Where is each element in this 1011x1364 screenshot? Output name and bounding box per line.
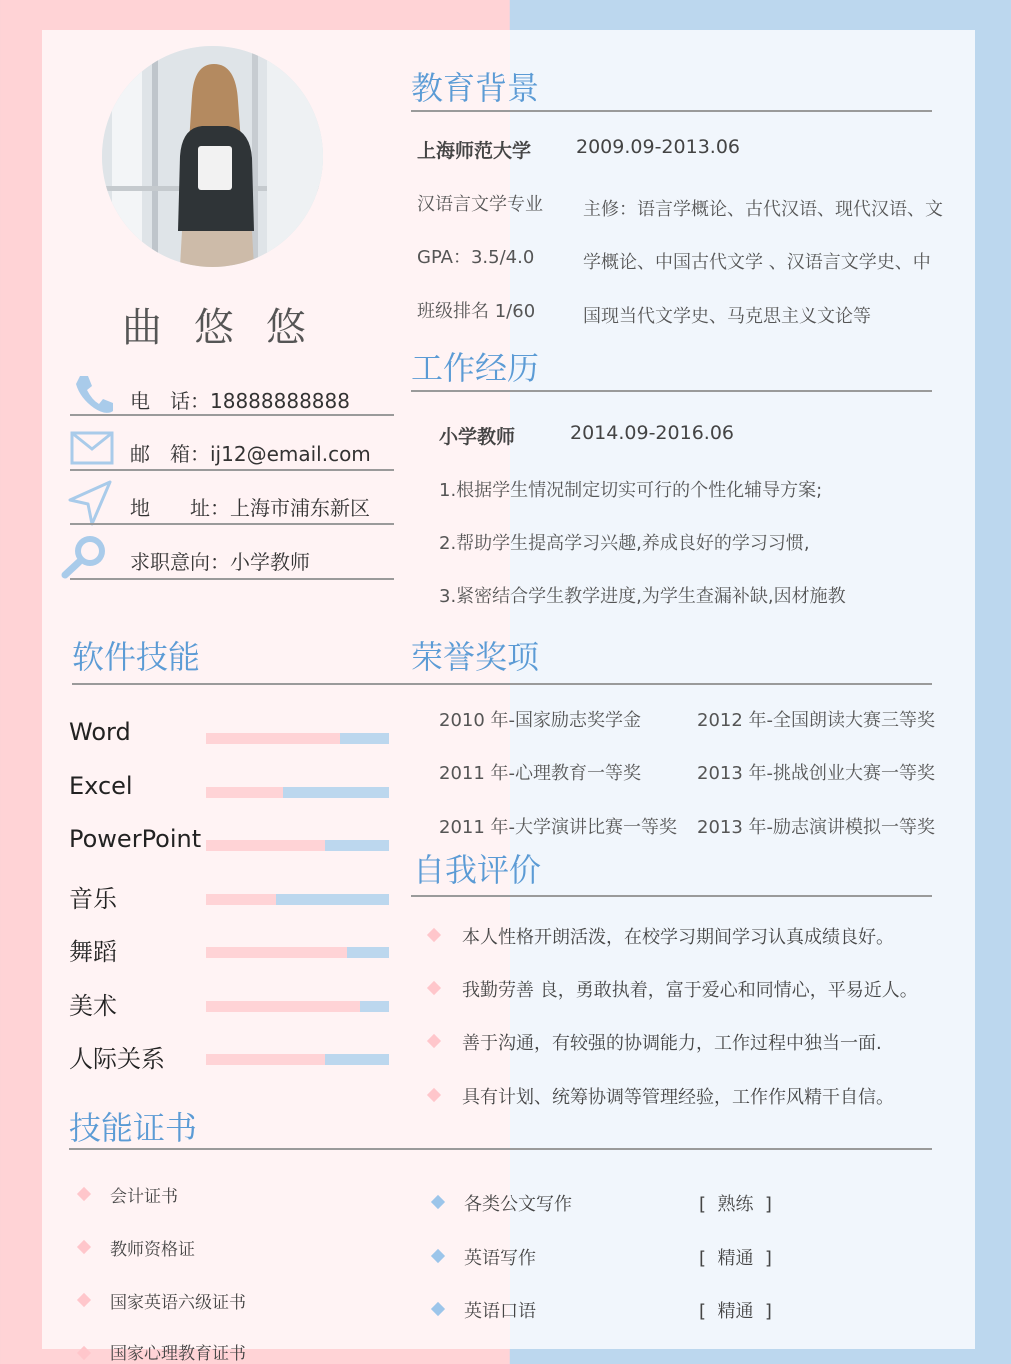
skill-name: Excel <box>69 771 133 800</box>
section-title-certificates: 技能证书 <box>69 1109 198 1147</box>
bullet-diamond-icon <box>431 1249 445 1263</box>
skill-name: PowerPoint <box>69 825 202 853</box>
divider <box>411 390 932 392</box>
bullet-diamond-icon <box>77 1187 91 1201</box>
phone-value: 18888888888 <box>210 389 350 413</box>
resume-page <box>42 30 975 1364</box>
divider <box>70 469 394 471</box>
divider <box>69 1148 932 1150</box>
bullet-diamond-icon <box>431 1302 445 1316</box>
award-item: 2012 年-全国朗读大赛三等奖 <box>697 710 936 731</box>
phone-label: 电 话： <box>130 389 210 413</box>
award-item: 2010 年-国家励志奖学金 <box>439 710 642 731</box>
bullet-diamond-icon <box>427 928 441 942</box>
skill-level-bar <box>206 1001 389 1012</box>
education-major: 汉语言文学专业 <box>417 194 543 215</box>
ability-level: [ 熟练 ] <box>699 1194 772 1215</box>
skill-level-fill <box>206 733 340 744</box>
skill-name: 美术 <box>69 991 117 1020</box>
skill-level-bar <box>206 840 389 851</box>
education-courses-line: 主修：语言学概论、古代汉语、现代汉语、文 <box>583 199 943 220</box>
skill-level-bar <box>206 947 389 958</box>
contact-email <box>130 438 371 467</box>
skill-level-fill <box>206 894 276 905</box>
skill-name: 人际关系 <box>69 1045 165 1073</box>
divider <box>70 523 394 525</box>
skill-name: 音乐 <box>69 884 117 913</box>
objective-value: 小学教师 <box>230 550 310 574</box>
education-courses-line: 国现当代文学史、马克思主义文论等 <box>583 306 871 327</box>
section-title-awards: 荣誉奖项 <box>411 638 540 676</box>
self-eval-item: 本人性格开朗活泼，在校学习期间学习认真成绩良好。 <box>462 927 894 948</box>
bullet-diamond-icon <box>431 1195 445 1209</box>
certificate-item: 教师资格证 <box>110 1240 195 1260</box>
certificate-item: 会计证书 <box>110 1187 178 1207</box>
bullet-diamond-icon <box>427 1034 441 1048</box>
divider <box>411 895 932 897</box>
address-label: 地 址： <box>130 496 230 520</box>
award-item: 2013 年-挑战创业大赛一等奖 <box>697 763 936 784</box>
contact-phone <box>130 385 350 414</box>
candidate-name: 曲悠悠 <box>122 305 338 351</box>
self-eval-item: 我勤劳善 良，勇敢执着，富于爱心和同情心，平易近人。 <box>462 980 918 1001</box>
section-title-self-evaluation: 自我评价 <box>413 851 542 889</box>
email-label: 邮 箱： <box>130 442 210 466</box>
skill-level-bar <box>206 894 389 905</box>
mail-icon <box>70 431 114 469</box>
ability-name: 英语写作 <box>464 1248 536 1269</box>
self-eval-item: 具有计划、统筹协调等管理经验，工作作风精干自信。 <box>462 1087 894 1108</box>
work-duty: 3.紧密结合学生教学进度,为学生查漏补缺,因材施教 <box>439 586 846 607</box>
job-title: 小学教师 <box>439 426 516 448</box>
skill-level-fill <box>206 1054 325 1065</box>
divider <box>70 414 394 416</box>
skill-level-fill <box>206 1001 360 1012</box>
profile-photo <box>102 46 323 267</box>
award-item: 2011 年-心理教育一等奖 <box>439 763 642 784</box>
ability-level: [ 精通 ] <box>699 1301 772 1322</box>
school-name: 上海师范大学 <box>417 140 532 162</box>
skill-name: Word <box>69 718 131 746</box>
divider <box>411 110 932 112</box>
skill-name: 舞蹈 <box>69 938 117 966</box>
skill-level-fill <box>206 840 325 851</box>
education-period: 2009.09-2013.06 <box>576 136 740 158</box>
contact-address <box>130 492 370 521</box>
divider <box>72 683 932 685</box>
work-duty: 1.根据学生情况制定切实可行的个性化辅导方案; <box>439 480 823 501</box>
bullet-diamond-icon <box>77 1346 91 1360</box>
section-title-education: 教育背景 <box>411 69 540 107</box>
section-title-work: 工作经历 <box>411 349 540 387</box>
ability-name: 英语口语 <box>464 1301 536 1322</box>
self-eval-item: 善于沟通，有较强的协调能力，工作过程中独当一面. <box>462 1033 882 1054</box>
skill-level-bar <box>206 733 389 744</box>
award-item: 2013 年-励志演讲模拟一等奖 <box>697 817 936 838</box>
section-title-skills: 软件技能 <box>72 638 201 676</box>
education-gpa: GPA：3.5/4.0 <box>417 247 535 268</box>
ability-level: [ 精通 ] <box>699 1248 772 1269</box>
bullet-diamond-icon <box>77 1293 91 1307</box>
divider <box>70 578 394 580</box>
bullet-diamond-icon <box>427 981 441 995</box>
certificate-item: 国家心理教育证书 <box>110 1344 246 1364</box>
certificate-item: 国家英语六级证书 <box>110 1293 246 1313</box>
contact-objective <box>130 546 310 575</box>
award-item: 2011 年-大学演讲比赛一等奖 <box>439 817 678 838</box>
skill-level-bar <box>206 787 389 798</box>
skill-level-fill <box>206 787 283 798</box>
email-value: ij12@email.com <box>210 442 371 466</box>
work-period: 2014.09-2016.06 <box>570 422 734 444</box>
phone-icon <box>72 372 116 420</box>
bullet-diamond-icon <box>427 1088 441 1102</box>
search-icon <box>60 533 110 583</box>
address-value: 上海市浦东新区 <box>230 496 370 520</box>
education-rank: 班级排名 1/60 <box>417 301 536 322</box>
skill-level-fill <box>206 947 347 958</box>
work-duty: 2.帮助学生提高学习兴趣,养成良好的学习习惯, <box>439 533 810 554</box>
objective-label: 求职意向： <box>130 550 230 574</box>
skill-level-bar <box>206 1054 389 1065</box>
bullet-diamond-icon <box>77 1240 91 1254</box>
ability-name: 各类公文写作 <box>464 1194 572 1215</box>
education-courses-line: 学概论、中国古代文学 、汉语言文学史、中 <box>583 252 931 273</box>
